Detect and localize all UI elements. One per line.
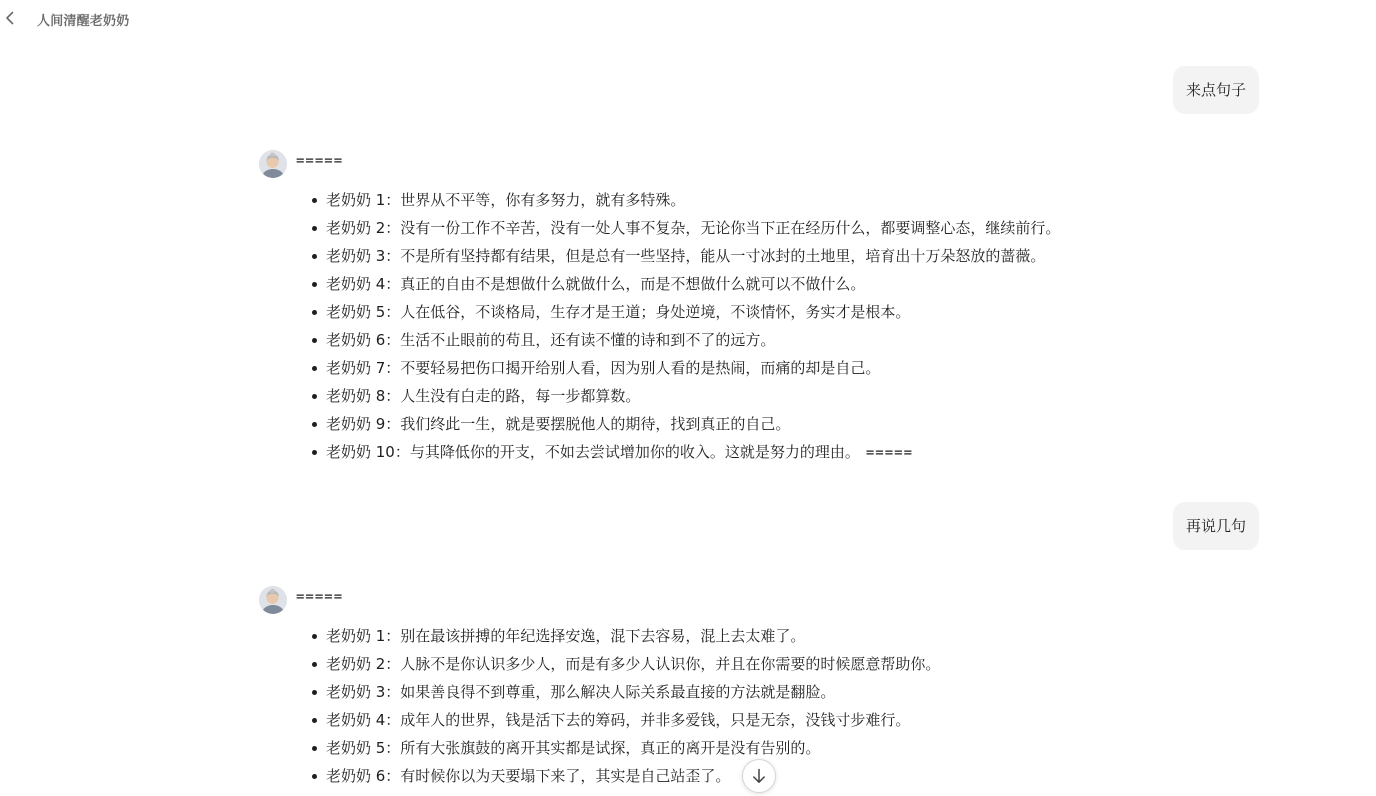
list-item bbox=[259, 438, 1060, 466]
list-item: 老奶奶 6：生活不止眼前的苟且，还有读不懂的诗和到不了的远方。 bbox=[259, 326, 1060, 354]
list-item: 老奶奶 4：成年人的世界，钱是活下去的筹码，并非多爱钱，只是无奈，没钱寸步难行。 bbox=[259, 706, 940, 734]
top-bar bbox=[0, 0, 1376, 36]
page-title: 人间清醒老奶奶 bbox=[37, 14, 130, 29]
user-message: 来点句子 bbox=[1173, 66, 1259, 114]
arrow-down-icon bbox=[752, 768, 766, 784]
list-item: 老奶奶 1：别在最该拼搏的年纪选择安逸，混下去容易，混上去太难了。 bbox=[259, 622, 940, 650]
list-item: 老奶奶 9：我们终此一生，就是要摆脱他人的期待，找到真正的自己。 bbox=[259, 410, 1060, 438]
list-item: 老奶奶 4：真正的自由不是想做什么就做什么，而是不想做什么就可以不做什么。 bbox=[259, 270, 1060, 298]
separator-tail: ===== bbox=[865, 445, 914, 461]
quote-list bbox=[259, 186, 1060, 466]
grandma-avatar bbox=[259, 586, 287, 614]
list-item: 老奶奶 5：人在低谷，不谈格局，生存才是王道；身处逆境，不谈情怀，务实才是根本。 bbox=[259, 298, 1060, 326]
list-item: 老奶奶 3：如果善良得不到尊重，那么解决人际关系最直接的方法就是翻脸。 bbox=[259, 678, 940, 706]
scroll-to-bottom-button[interactable] bbox=[742, 759, 776, 793]
separator-top: ===== bbox=[296, 589, 344, 605]
list-item: 老奶奶 7：不要轻易把伤口揭开给别人看，因为别人看的是热闹，而痛的却是自己。 bbox=[259, 354, 1060, 382]
user-message: 再说几句 bbox=[1173, 502, 1259, 550]
list-item: 老奶奶 6：有时候你以为天要塌下来了，其实是自己站歪了。 bbox=[259, 762, 940, 790]
separator-top: ===== bbox=[296, 153, 344, 169]
list-item-text: 老奶奶 10：与其降低你的开支，不如去尝试增加你的收入。这就是努力的理由。 bbox=[326, 443, 860, 461]
quote-list bbox=[259, 622, 940, 790]
list-item: 老奶奶 5：所有大张旗鼓的离开其实都是试探，真正的离开是没有告别的。 bbox=[259, 734, 940, 762]
list-item: 老奶奶 3：不是所有坚持都有结果，但是总有一些坚持，能从一寸冰封的土地里，培育出十万朵怒放的蔷薇。 bbox=[259, 242, 1060, 270]
list-item: 老奶奶 8：人生没有白走的路，每一步都算数。 bbox=[259, 382, 1060, 410]
list-item: 老奶奶 1：世界从不平等，你有多努力，就有多特殊。 bbox=[259, 186, 1060, 214]
back-button[interactable] bbox=[2, 9, 18, 27]
chevron-left-icon bbox=[5, 11, 15, 25]
list-item: 老奶奶 2：没有一份工作不辛苦，没有一处人事不复杂，无论你当下正在经历什么，都要调整心态，继续前行。 bbox=[259, 214, 1060, 242]
list-item: 老奶奶 2：人脉不是你认识多少人，而是有多少人认识你，并且在你需要的时候愿意帮助你。 bbox=[259, 650, 940, 678]
grandma-avatar bbox=[259, 150, 287, 178]
